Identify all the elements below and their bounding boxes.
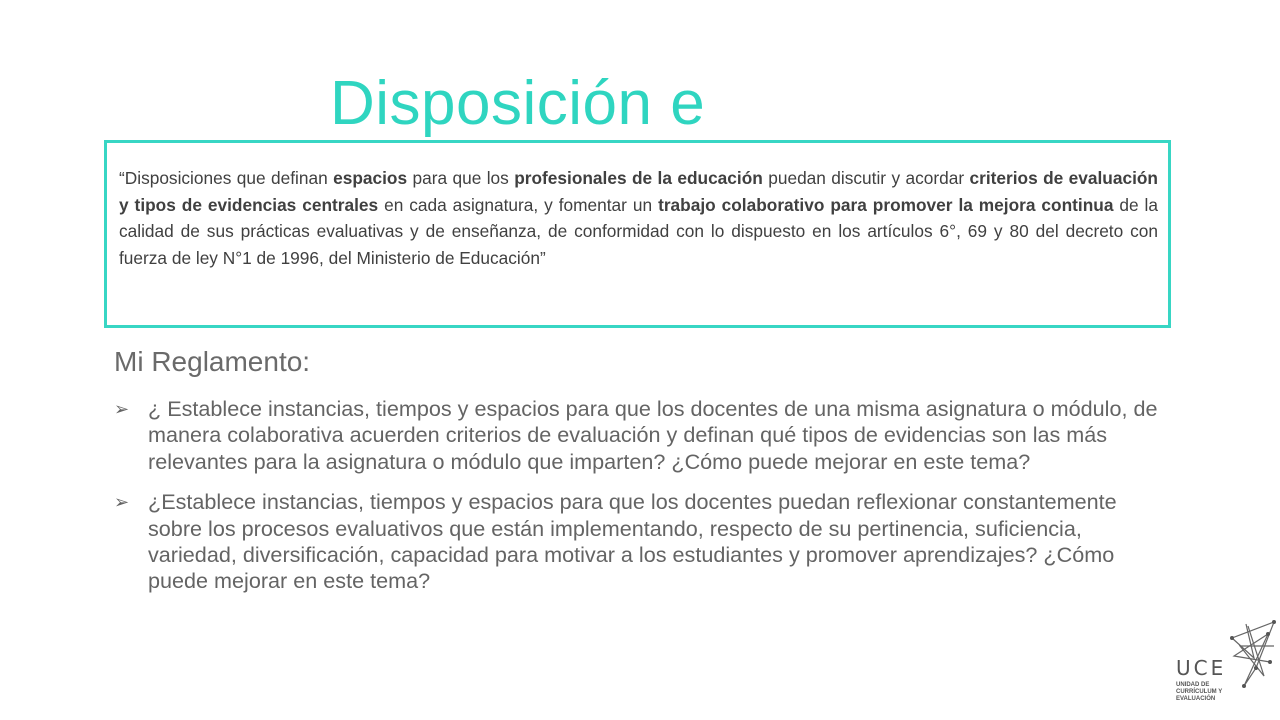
reglamento-bullet: [114, 489, 1174, 595]
quote-segment: en cada asignatura, y fomentar un: [378, 194, 659, 215]
quote-box: [104, 140, 1171, 328]
arrowhead-bullet-icon: ➢: [114, 492, 130, 513]
quote-emphasis: trabajo colaborativo para promover la mejora continua: [658, 194, 1114, 215]
quote-emphasis: profesionales de la educación: [514, 168, 763, 188]
quote-text: [119, 165, 1158, 271]
bullet-text: ¿ Establece instancias, tiempos y espacios para que los docentes de una misma asignatura o módulo, de manera colaborativa acuerden criterios de evaluación y definan qué tipos de evidencias son las más relevantes para la asignatura o módulo que imparten? ¿Cómo puede mejorar en este tema?: [148, 396, 1158, 474]
logo-wordmark: UCE: [1176, 656, 1227, 680]
reglamento-bullet: [114, 396, 1174, 475]
reglamento-heading: Mi Reglamento:: [114, 346, 311, 377]
quote-emphasis: criterios de evaluación y tipos de evidencias centrales: [119, 168, 1158, 215]
quote-emphasis: espacios: [333, 168, 408, 188]
slide-title: Disposición e: [330, 69, 706, 138]
quote-segment: puedan discutir y acordar: [762, 168, 970, 188]
quote-segment: de la calidad de sus prácticas evaluativas y de enseñanza, de conformidad con lo dispuesto en los artículos 6°, 69 y 80 del decreto con fuerza de ley N°1 de 1996, del Ministerio de Educación”: [119, 194, 1159, 268]
bullet-text: ¿Establece instancias, tiempos y espacios para que los docentes puedan reflexionar constantemente sobre los procesos evaluativos que están implementando, respecto de su pertinencia, suficiencia, variedad, diversificación, capacidad para motivar a los estudiantes y promover aprendizajes? ¿Cómo puede mejorar en este tema?: [148, 489, 1117, 594]
reglamento-bullet-list: [114, 396, 1174, 609]
uce-logo: [1170, 616, 1280, 720]
quote-segment: “Disposiciones que definan: [119, 168, 334, 188]
quote-segment: para que los: [407, 168, 515, 188]
arrowhead-bullet-icon: ➢: [114, 399, 130, 419]
logo-subtitle: UNIDAD DE CURRÍCULUM Y EVALUACIÓN: [1176, 682, 1223, 702]
